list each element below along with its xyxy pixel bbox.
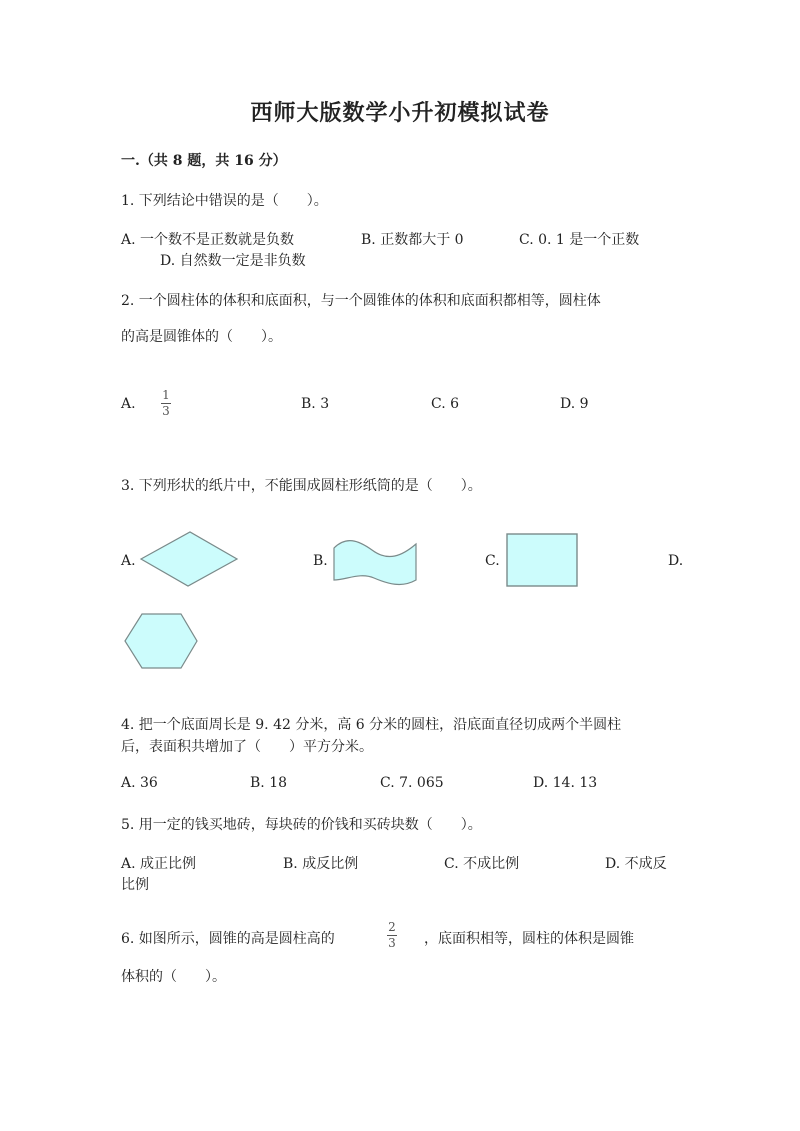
question-4-option-b[interactable]: B. 18 [250,775,288,791]
question-2-option-c[interactable]: C. 6 [431,396,460,412]
question-5-option-c[interactable]: C. 不成比例 [444,856,520,872]
question-1-stem: 1. 下列结论中错误的是（ ）。 [121,193,328,209]
rectangle-shape [506,533,578,587]
question-6-stem-line-2: 体积的（ ）。 [121,969,226,985]
question-2-option-a[interactable]: A. [121,396,136,412]
question-6-stem-part-1: 6. 如图所示，圆锥的高是圆柱高的 [121,931,335,947]
fraction-numerator: 2 [388,920,396,934]
question-5-option-b[interactable]: B. 成反比例 [283,856,359,872]
question-3-label-a[interactable]: A. [121,553,136,569]
question-1-option-b[interactable]: B. 正数都大于 0 [361,232,464,248]
question-4-option-c[interactable]: C. 7. 065 [380,775,444,791]
question-5-option-d-wrap: 比例 [121,877,149,893]
question-3-label-c[interactable]: C. [485,553,500,569]
fraction-numerator: 1 [162,388,170,402]
question-1-option-d[interactable]: D. 自然数一定是非负数 [160,253,306,269]
question-4-stem-line-1: 4. 把一个底面周长是 9. 42 分米，高 6 分米的圆柱，沿底面直径切成两个半圆柱 [121,717,622,733]
question-4-option-d[interactable]: D. 14. 13 [533,775,598,791]
question-1-option-c[interactable]: C. 0. 1 是一个正数 [519,232,640,248]
question-6-stem-part-2: ，底面积相等，圆柱的体积是圆锥 [424,931,634,947]
question-2-option-a-fraction [161,389,171,418]
question-2-stem-line-1: 2. 一个圆柱体的体积和底面积，与一个圆锥体的体积和底面积都相等，圆柱体 [121,293,601,309]
wavy-sheet-shape [332,540,418,584]
question-5-stem: 5. 用一定的钱买地砖，每块砖的价钱和买砖块数（ ）。 [121,817,482,833]
question-5-option-a[interactable]: A. 成正比例 [121,856,197,872]
rhombus-shape [140,531,238,587]
question-6-fraction [387,921,397,950]
question-1-option-a[interactable]: A. 一个数不是正数就是负数 [121,232,295,248]
question-2-stem-line-2: 的高是圆锥体的（ ）。 [121,329,282,345]
question-2-option-d[interactable]: D. 9 [560,396,589,412]
question-4-stem-line-2: 后，表面积共增加了（ ）平方分米。 [121,739,373,755]
page-title: 西师大版数学小升初模拟试卷 [250,100,550,126]
question-3-label-d[interactable]: D. [668,553,684,569]
question-5-option-d[interactable]: D. 不成反 [605,856,667,872]
fraction-denominator: 3 [162,404,170,418]
hexagon-shape [124,613,199,669]
question-4-option-a[interactable]: A. 36 [121,775,158,791]
section-header: 一.（共 8 题，共 16 分） [121,153,287,169]
fraction-denominator: 3 [388,936,396,950]
question-3-label-b[interactable]: B. [313,553,328,569]
question-2-option-b[interactable]: B. 3 [301,396,330,412]
question-3-stem: 3. 下列形状的纸片中，不能围成圆柱形纸筒的是（ ）。 [121,478,482,494]
